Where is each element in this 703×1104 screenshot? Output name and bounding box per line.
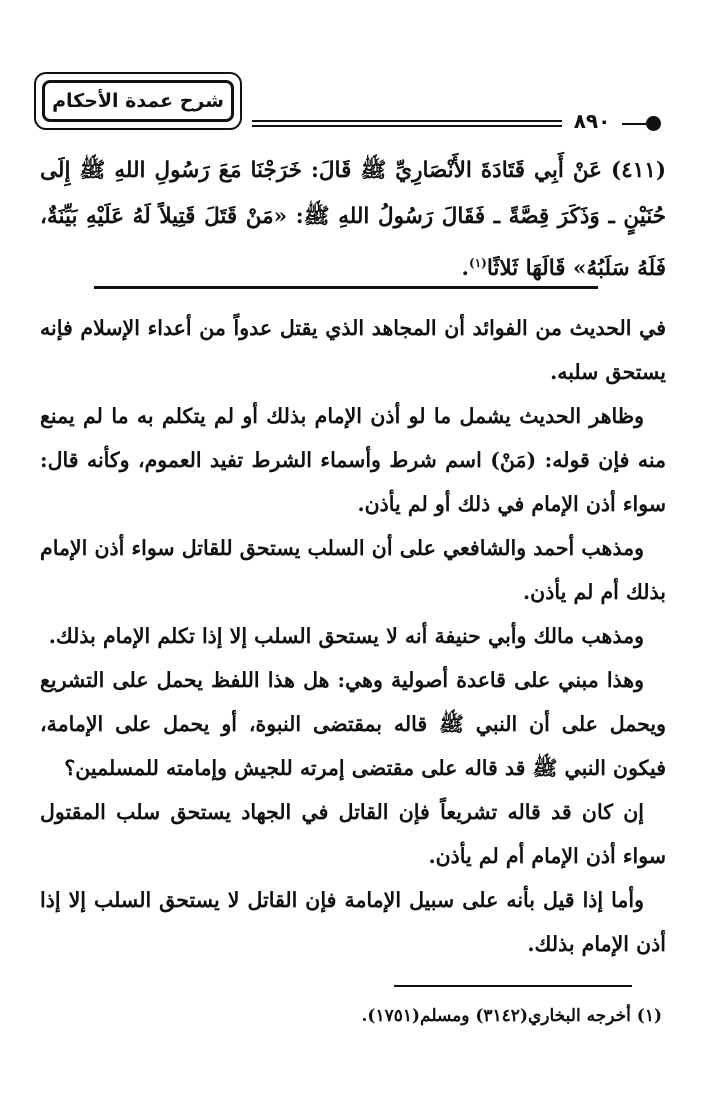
header-double-rule [252,120,562,127]
paragraph: وهذا مبني على قاعدة أصولية وهي: هل هذا اللفظ يحمل على التشريع ويحمل على أن النبي ﷺ قاله بمقتضى النبوة، أو يحمل على الإمامة، فيكون النبي ﷺ قد قاله على مقتضى إمرته للجيش وإمامته للمسلمين؟ [40,668,666,780]
paragraph: في الحديث من الفوائد أن المجاهد الذي يقتل عدواً من أعداء الإسلام فإنه يستحق سلبه. [40,316,666,384]
page-header [30,68,670,138]
paragraph: إن كان قد قاله تشريعاً فإن القاتل في الجهاد يستحق سلب المقتول سواء أذن الإمام أم لم يأذن. [40,800,666,868]
paragraph: وأما إذا قيل بأنه على سبيل الإمامة فإن القاتل لا يستحق السلب إلا إذا أذن الإمام بذلك. [40,888,666,956]
book-title-frame [34,72,242,130]
page-number: ٨٩٠ [573,109,611,133]
header-dot-ornament [646,116,661,131]
paragraph: ومذهب أحمد والشافعي على أن السلب يستحق للقاتل سواء أذن الإمام بذلك أم لم يأذن. [40,536,666,604]
hadith-separator-rule [94,286,598,289]
footnote: (١) أخرجه البخاري(٣١٤٢) ومسلم(١٧٥١). [361,1006,662,1026]
footnote-separator-rule [394,985,632,987]
paragraph: وظاهر الحديث يشمل ما لو أذن الإمام بذلك أو لم يتكلم به ما لم يمنع منه فإن قوله: (مَنْ) اسم شرط وأسماء الشرط تفيد العموم، وكأنه قال: سواء أذن الإمام في ذلك أو لم يأذن. [40,404,666,516]
hadith-end: . [461,256,470,282]
book-title: شرح عمدة الأحكام [42,80,234,122]
hadith-body: (٤١١) عَنْ أَبِي قَتَادَةَ الأَنْصَارِيِّ ﷺ قَالَ: خَرَجْنَا مَعَ رَسُولِ اللهِ ﷺ إِلَى حُنَيْنٍ ـ وَذَكَرَ قِصَّةً ـ فَقَالَ رَسُولُ اللهِ ﷺ: «مَنْ قَتَلَ قَتِيلاً لَهُ عَلَيْهِ بَيِّنَةٌ، فَلَهُ سَلَبُهُ» قَالَهَا ثَلاثًا [40,158,666,282]
paragraph: ومذهب مالك وأبي حنيفة أنه لا يستحق السلب إلا إذا تكلم الإمام بذلك. [48,624,644,648]
header-short-rule [622,123,646,125]
hadith-text [40,148,666,292]
footnote-reference: (١) [469,256,487,270]
commentary [40,306,666,966]
